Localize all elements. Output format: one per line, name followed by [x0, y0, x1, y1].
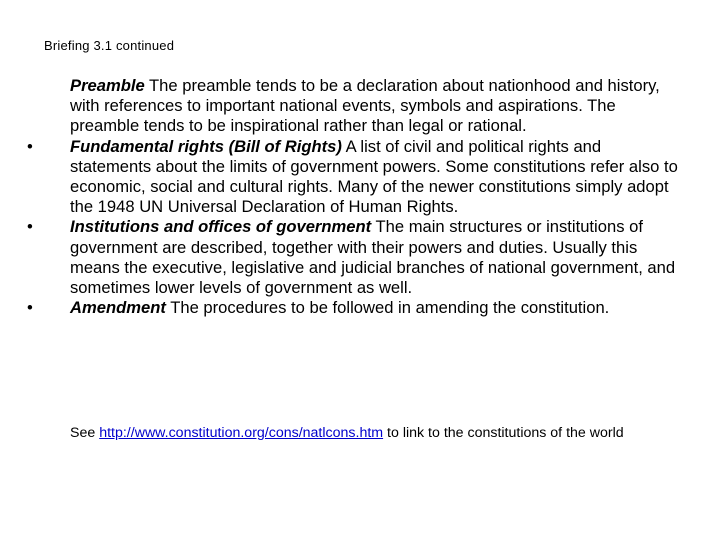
- footer-suffix: to link to the constitutions of the world: [387, 425, 624, 441]
- term-fundamental-rights: Fundamental rights (Bill of Rights): [70, 136, 342, 156]
- term-preamble: Preamble: [70, 76, 145, 95]
- list-item-fundamental-rights: [26, 137, 686, 218]
- term-institutions: Institutions and offices of government: [70, 217, 372, 237]
- bullet: •: [27, 136, 33, 156]
- bullet: •: [27, 217, 33, 237]
- description-preamble: The preamble tends to be a declaration about nationhood and history, with references to important national events, symbols and aspirations. The preamble tends to be inspirational rather than legal or rational.: [70, 76, 660, 136]
- description-fundamental-rights: A list of civil and political rights and statements about the limits of government powers. Some constitutions refer also to economic, social and cultural rights. Many of the newer constitutions simply adopt the 1948 UN Universal Declaration of Human Rights.: [70, 136, 678, 217]
- constitution-elements-list: [26, 76, 686, 318]
- term-amendment: Amendment: [70, 298, 166, 318]
- constitutions-link[interactable]: http://www.constitution.org/cons/natlcons.htm: [99, 425, 384, 441]
- list-item-institutions: [26, 217, 686, 298]
- description-amendment: The procedures to be followed in amending the constitution.: [170, 298, 610, 318]
- briefing-header: Briefing 3.1 continued: [44, 38, 175, 53]
- bullet: •: [27, 298, 33, 318]
- footer-note: [70, 425, 700, 442]
- list-item-amendment: [26, 298, 686, 318]
- description-institutions: The main structures or institutions of government are described, together with their powers and duties. Usually this means the executive, legislative and judicial branches of national government, and sometimes lower levels of government as well.: [70, 217, 676, 298]
- list-item-preamble: [26, 76, 686, 137]
- footer-prefix: See: [70, 425, 96, 441]
